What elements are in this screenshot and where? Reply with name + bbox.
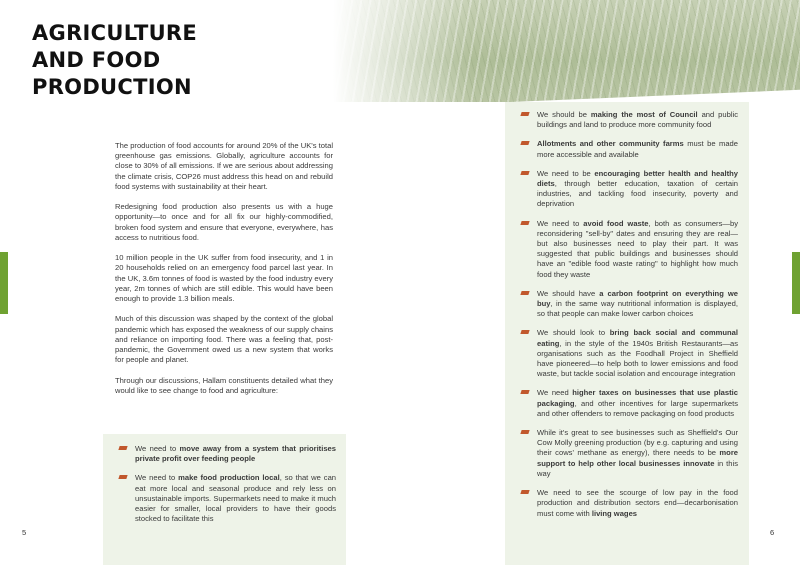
list-item: We need to avoid food waste, both as consumers—by reconsidering "sell-by" dates and ensuring they are real—but also businesses need to play their part. It was suggested that public buildings and businesses should have an "edible food waste rating" to highlight how much food they waste [513,219,738,280]
bullet-icon [520,221,529,225]
paragraph: 10 million people in the UK suffer from food insecurity, and 1 in 20 households relied on an emergency food parcel last year. In the UK, 3.6m tonnes of food is wasted by the food industry every year, 2m tonnes of which are still edible. This would have been enough to provide 1.3 billion meals. [115,253,333,304]
right-edge-bar [792,252,800,314]
list-item: We need to move away from a system that prioritises private profit over feeding people [111,444,336,464]
bullet-icon [118,446,127,450]
bullet-icon [520,141,529,145]
page-title: AGRICULTURE AND FOOD PRODUCTION [32,21,198,99]
list-item: While it's great to see businesses such as Sheffield's Our Cow Molly greening production (by e.g. capturing and using their cows' methane as energy), there needs to be more support to help other local businesses innovate in this way [513,428,738,479]
left-bullet-list [111,444,336,533]
bullet-icon [520,390,529,394]
list-item: We should look to bring back social and communal eating, in the style of the 1940s British Restaurants—as organisations such as the Foodhall Project in Sheffield have pioneered—to help both to lower emissions and food waste, but tackle social isolation and encourage integration [513,328,738,379]
list-item: We need to see the scourge of low pay in the food production and distribution sectors end—decarbonisation must come with living wages [513,488,738,519]
bullet-icon [520,112,529,116]
list-item: We should have a carbon footprint on everything we buy, in the same way nutritional information is displayed, so that people can make lower carbon choices [513,289,738,320]
list-item: We need to be encouraging better health and healthy diets, through better education, taxation of certain industries, and tackling food insecurity, poverty and deprivation [513,169,738,210]
bullet-icon [520,330,529,334]
page-number-left: 5 [22,528,27,537]
right-bullet-list [513,110,738,528]
left-edge-bar [0,252,8,314]
intro-text [115,141,333,406]
paragraph: Redesigning food production also presents us with a huge opportunity—to once and for all fix our highly-commodified, broken food system and ensure that everyone, everywhere, has access to nutritious food. [115,202,333,242]
wheat-field-photo [333,0,800,102]
list-item: Allotments and other community farms must be made more accessible and available [513,139,738,159]
bullet-icon [118,475,127,479]
list-item: We should be making the most of Council and public buildings and land to produce more community food [513,110,738,130]
bullet-icon [520,430,529,434]
bullet-icon [520,490,529,494]
paragraph: Much of this discussion was shaped by the context of the global pandemic which has exposed the weakness of our supply chains and reliance on importing food. There was a feeling that, post-pandemic, the Government owed us a new system that works for people and planet. [115,314,333,365]
right-bullet-box [505,102,749,565]
list-item: We need higher taxes on businesses that use plastic packaging, and other incentives for large supermarkets and other offenders to remove packaging on food products [513,388,738,419]
paragraph: The production of food accounts for around 20% of the UK's total greenhouse gas emissions. Globally, agriculture accounts for close to 30% of all emissions. If we are serious about addressing the climate crisis, COP26 must address this head on and rebuild food systems with sustainability at their heart. [115,141,334,191]
left-bullet-box [103,434,346,565]
bullet-icon [520,291,529,295]
list-item: We need to make food production local, so that we can eat more local and seasonal produce and rely less on unsustainable imports. Supermarkets need to make it much easier for smaller, local providers to have their goods stocked to facilitate this [111,473,336,524]
page-number-right: 6 [770,528,775,537]
bullet-icon [520,171,529,175]
paragraph: Through our discussions, Hallam constituents detailed what they would like to see change to food and agriculture: [115,375,333,395]
